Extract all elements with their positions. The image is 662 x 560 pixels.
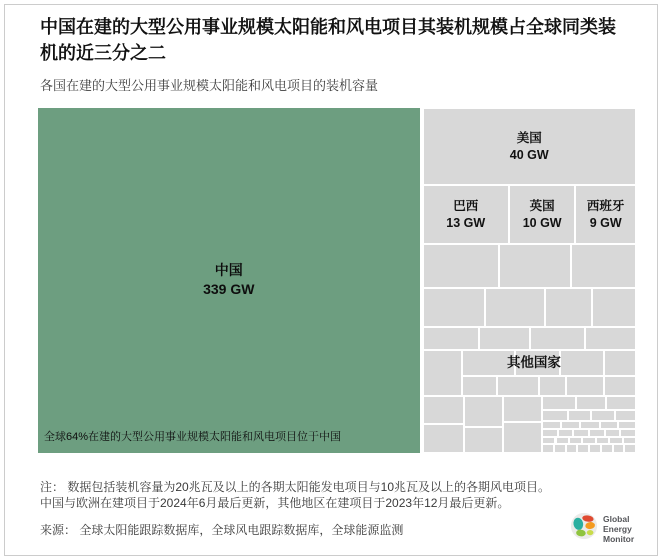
treemap-block-other [503, 422, 542, 453]
treemap-block-other [462, 376, 497, 396]
treemap-block-other [539, 376, 566, 396]
treemap-block-other [423, 396, 465, 425]
treemap-block-uk [509, 185, 575, 244]
treemap-block-other [604, 376, 636, 396]
gem-logo-text [603, 514, 634, 544]
china-share-note: 全球64%在建的大型公用事业规模太阳能和风电项目位于中国 [44, 431, 342, 443]
treemap-block-other [566, 444, 578, 453]
gem-logo-line-1: Global [603, 513, 630, 524]
treemap-block-other [556, 437, 569, 444]
gem-logo-line-2: Energy [603, 523, 632, 534]
treemap-block-other [576, 396, 606, 410]
china-name: 中国 [214, 261, 243, 278]
gem-globe-icon [570, 512, 598, 545]
treemap-block-other [566, 376, 604, 396]
treemap-others-region [423, 108, 637, 453]
treemap-block-other [485, 288, 545, 327]
treemap-block-other [530, 327, 585, 350]
treemap-block-other [589, 429, 605, 437]
treemap-block-spain [575, 185, 636, 244]
treemap-block-other [585, 327, 636, 350]
notes [40, 479, 600, 511]
treemap-block-other [423, 288, 486, 327]
china-label [203, 261, 254, 299]
brazil-name: 巴西 [453, 198, 479, 213]
treemap-block-other [423, 244, 499, 288]
treemap-block-other [620, 429, 636, 437]
treemap-block-other [573, 429, 589, 437]
treemap-block-other [591, 410, 614, 420]
gem-logo [570, 512, 634, 545]
treemap-block-other [613, 444, 625, 453]
treemap-block-other [542, 410, 568, 420]
gem-logo-line-3: Monitor [603, 533, 635, 544]
note-line-1: 注： 数据包括装机容量为20兆瓦及以上的各期太阳能发电项目与10兆瓦及以上的各期风电项目。 [40, 480, 551, 494]
treemap-block-other [601, 444, 613, 453]
treemap-block-other [609, 437, 622, 444]
page-subtitle: 各国在建的大型公用事业规模太阳能和风电项目的装机容量 [40, 78, 379, 93]
source-line: 来源： 全球太阳能跟踪数据库，全球风电跟踪数据库，全球能源监测 [40, 523, 404, 537]
treemap-block-other [503, 396, 542, 422]
brazil-value: 13 GW [446, 215, 486, 230]
treemap-block-other [623, 437, 636, 444]
treemap-block-other [542, 429, 558, 437]
uk-name: 英国 [529, 198, 555, 213]
uk-value: 10 GW [522, 215, 562, 230]
treemap-block-other [606, 396, 636, 410]
treemap-block-us [423, 108, 637, 185]
treemap-block-other [464, 396, 503, 427]
treemap-block-other [615, 410, 636, 420]
treemap-block-china [38, 108, 420, 453]
treemap-block-other [592, 288, 636, 327]
treemap-block-other [545, 288, 592, 327]
treemap-block-other [571, 244, 636, 288]
treemap-block-other [589, 444, 601, 453]
treemap-block-other [624, 444, 636, 453]
treemap-block-other [604, 350, 636, 376]
treemap-block-brazil [423, 185, 509, 244]
treemap-block-other [464, 427, 503, 453]
treemap-block-other [600, 421, 618, 429]
treemap-block-other [618, 421, 636, 429]
treemap-block-other [561, 421, 580, 429]
treemap-block-other [580, 421, 599, 429]
treemap-block-other [479, 327, 531, 350]
note-line-2: 中国与欧洲在建项目于2024年6月最后更新，其他地区在建项目于2023年12月最后更新。 [40, 496, 510, 510]
treemap-block-other [605, 429, 621, 437]
treemap-block-other [596, 437, 609, 444]
treemap-block-other [560, 350, 604, 376]
treemap-block-other [423, 350, 463, 396]
china-value: 339 GW [203, 280, 255, 297]
spain-name: 西班牙 [586, 198, 625, 213]
treemap-block-other [558, 429, 574, 437]
treemap-block-other [423, 424, 465, 453]
treemap-block-other [497, 376, 539, 396]
treemap-block-other [582, 437, 595, 444]
treemap-block-other [499, 244, 572, 288]
others-label: 其他国家 [506, 355, 561, 371]
treemap-block-other [542, 396, 576, 410]
treemap-block-other [569, 437, 582, 444]
treemap-block-other [568, 410, 591, 420]
treemap-block-other [577, 444, 589, 453]
treemap-block-other [542, 437, 555, 444]
us-value: 40 GW [509, 147, 549, 162]
treemap-block-other [542, 421, 561, 429]
treemap-block-other [542, 444, 554, 453]
page-title: 中国在建的大型公用事业规模太阳能和风电项目其装机规模占全球同类装机的近三分之二 [40, 17, 616, 63]
us-name: 美国 [516, 130, 542, 145]
treemap-block-other [423, 327, 479, 350]
spain-value: 9 GW [589, 215, 622, 230]
treemap-chart [38, 108, 636, 453]
treemap-block-other [554, 444, 566, 453]
